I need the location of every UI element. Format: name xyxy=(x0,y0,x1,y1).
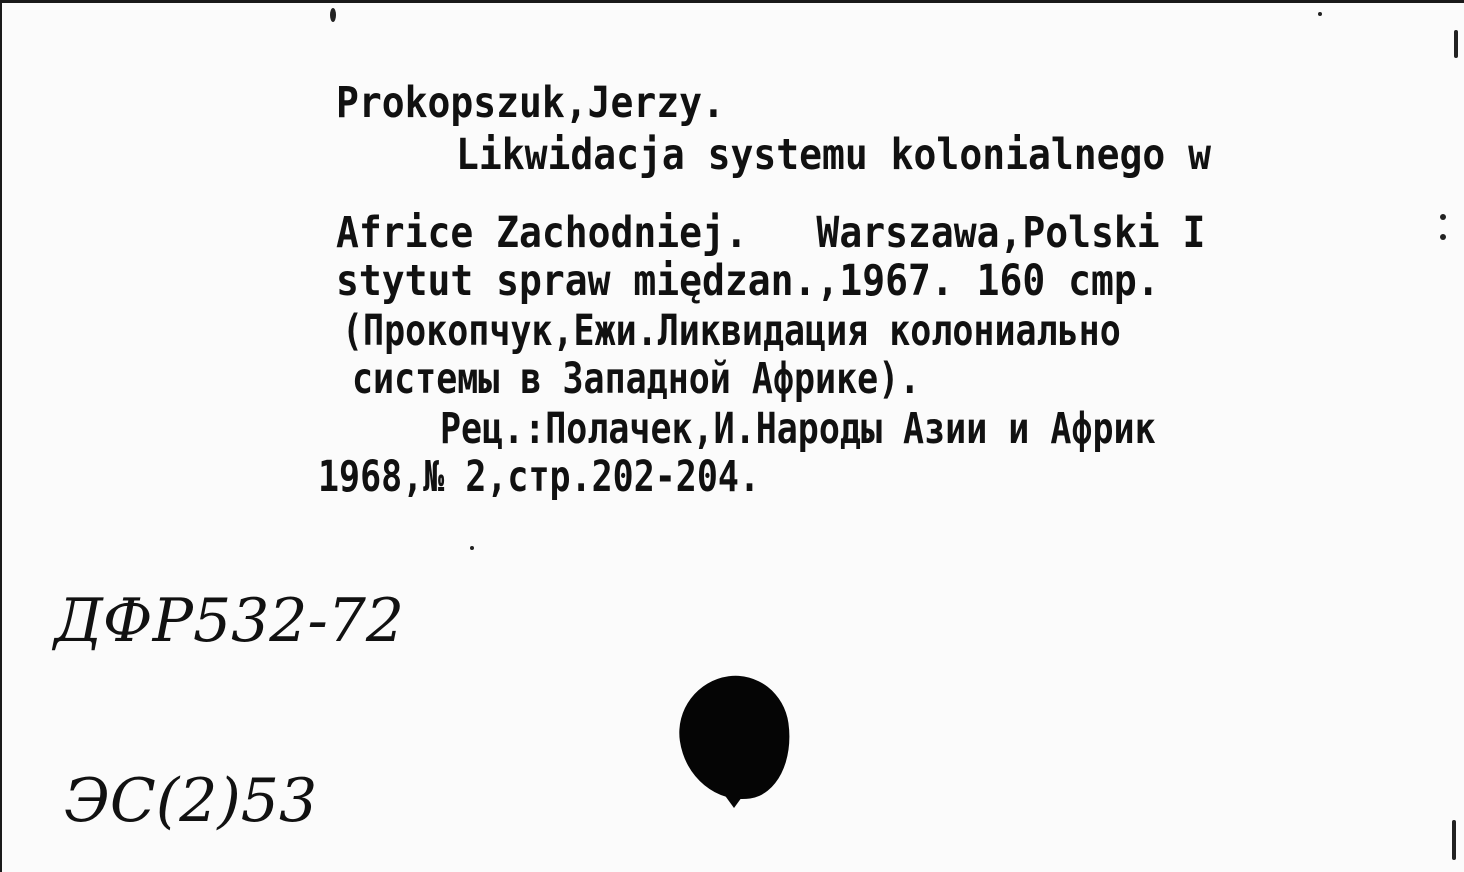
ink-speck xyxy=(330,8,336,22)
handwritten-shelf-code: ДФР532-72 xyxy=(54,586,405,656)
edge-mark xyxy=(1454,30,1458,58)
punch-hole-tip xyxy=(718,786,750,808)
ink-speck xyxy=(470,546,474,550)
russian-title-line-2: системы в Западной Африке). xyxy=(352,354,921,404)
handwritten-class-code: ЭС(2)53 xyxy=(64,766,318,836)
ink-speck xyxy=(1440,234,1446,240)
review-line-2: 1968,№ 2,стр.202-204. xyxy=(318,452,761,502)
title-line-3: stytut spraw międzan.,1967. 160 cmp. xyxy=(336,256,1160,306)
review-line-1: Рец.:Полачек,И.Народы Азии и Африк xyxy=(440,404,1156,454)
card-left-edge xyxy=(0,0,2,872)
card-top-edge xyxy=(0,0,1464,3)
title-line-2: Africe Zachodniej. Warszawa,Polski I xyxy=(336,208,1206,258)
title-line-1: Likwidacja systemu kolonialnego w xyxy=(456,130,1211,180)
ink-speck xyxy=(1440,214,1446,220)
edge-mark xyxy=(1452,820,1456,860)
ink-speck xyxy=(1318,12,1322,16)
author-line: Prokopszuk,Jerzy. xyxy=(336,78,725,128)
russian-title-line-1: (Прокопчук,Ежи.Ликвидация колониально xyxy=(342,306,1121,356)
